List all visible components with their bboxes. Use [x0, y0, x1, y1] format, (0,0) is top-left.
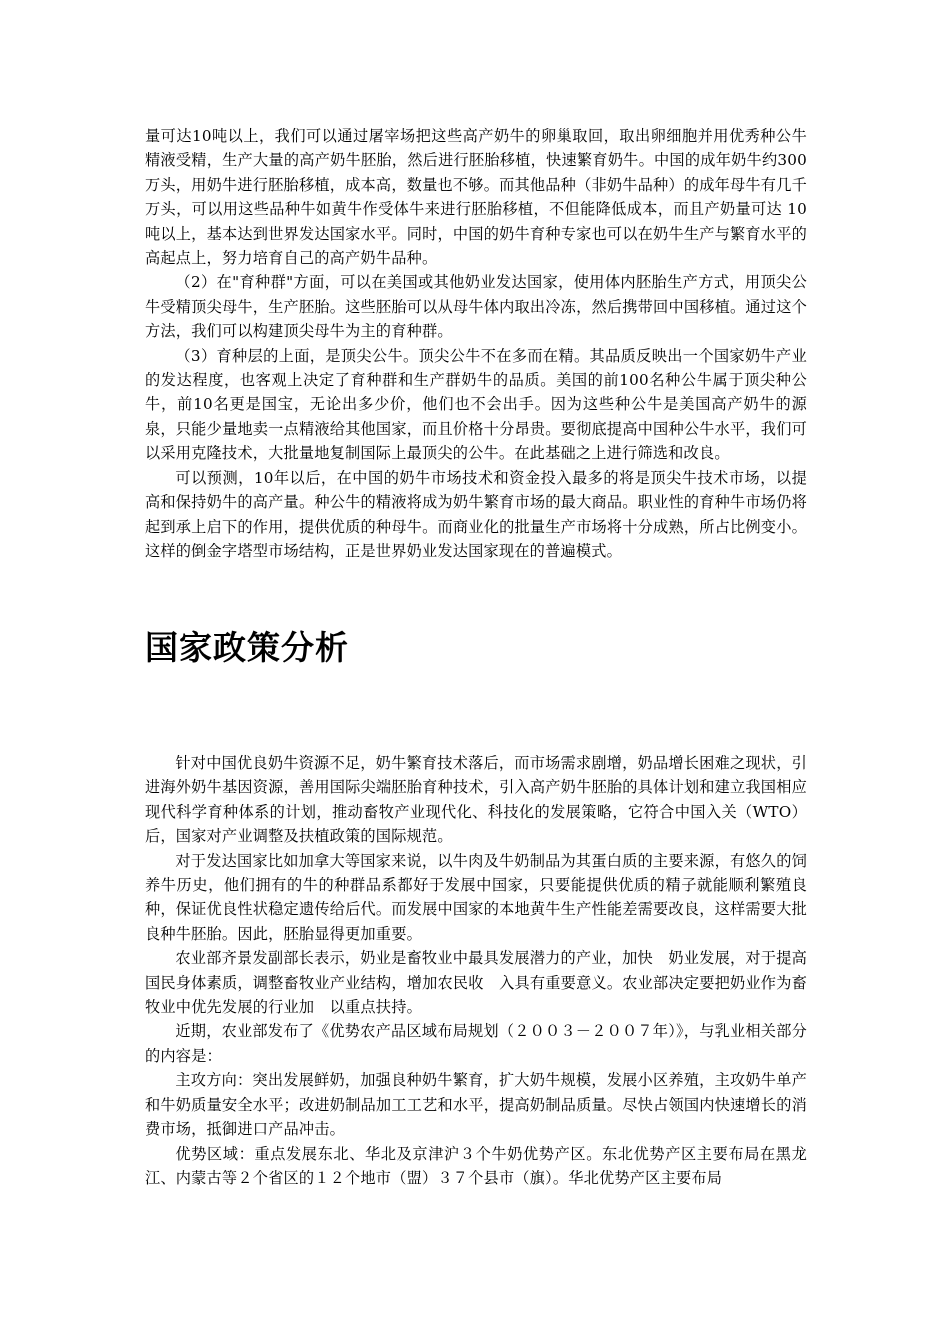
paragraph-market-forecast: 可以预测，10年以后，在中国的奶牛市场技术和资金投入最多的将是顶尖牛技术市场，以提高和保持奶牛的高产量。种公牛的精液将成为奶牛繁育市场的最大商品。职业性的育种牛市场仍将起到承上启下的作用，提供优质的种母牛。而商业化的批量生产市场将十分成熟，所占比例变小。这样的倒金字塔型市场结构，正是世界奶业发达国家现在的普遍模式。 [145, 468, 807, 560]
paragraph-top-bulls: （3）育种层的上面，是顶尖公牛。顶尖公牛不在多而在精。其品质反映出一个国家奶牛产业的发达程度，也客观上决定了育种群和生产群奶牛的品质。美国的前100名种公牛属于顶尖种公牛，前10名更是国宝，无论出多少价，他们也不会出手。因为这些种公牛是美国高产奶牛的源泉，只能少量地卖一点精液给其他国家，而且价格十分昂贵。要彻底提高中国种公牛水平，我们可以采用克隆技术，大批量地复制国际上最顶尖的公牛。在此基础之上进行筛选和改良。 [145, 346, 807, 463]
section-heading-national-policy: 国家政策分析 [145, 628, 349, 667]
paragraph-breeding-group: （2）在"育种群"方面，可以在美国或其他奶业发达国家，使用体内胚胎生产方式，用顶尖公牛受精顶尖母牛，生产胚胎。这些胚胎可以从母牛体内取出冷冻，然后携带回中国移植。通过这个方法，我们可以构建顶尖母牛为主的育种群。 [145, 273, 807, 341]
policy-text-section-bottom [145, 751, 807, 1190]
paragraph-developed-countries: 对于发达国家比如加拿大等国家来说，以牛肉及牛奶制品为其蛋白质的主要来源，有悠久的饲养牛历史，他们拥有的牛的种群品系都好于发展中国家，只要能提供优质的精子就能顺利繁殖良种，保证优良性状稳定遗传给后代。而发展中国家的本地黄牛生产性能差需要改良，这样需要大批良种牛胚胎。因此，胚胎显得更加重要。 [145, 851, 807, 943]
paragraph-main-direction: 主攻方向：突出发展鲜奶，加强良种奶牛繁育，扩大奶牛规模，发展小区养殖，主攻奶牛单产和牛奶质量安全水平；改进奶制品加工工艺和水平，提高奶制品质量。尽快占领国内快速增长的消费市场，抵御进口产品冲击。 [145, 1071, 807, 1139]
policy-text-section-top [145, 124, 807, 563]
paragraph-regional-plan: 近期，农业部发布了《优势农产品区域布局规划（２００３－２００７年）》，与乳业相关部分的内容是： [145, 1022, 807, 1065]
paragraph-advantage-regions: 优势区域：重点发展东北、华北及京津沪３个牛奶优势产区。东北优势产区主要布局在黑龙江、内蒙古等２个省区的１２个地市（盟）３７个县市（旗）。华北优势产区主要布局 [145, 1144, 807, 1187]
paragraph-ministry-statement: 农业部齐景发副部长表示，奶业是畜牧业中最具发展潜力的产业，加快 奶业发展，对于提高国民身体素质，调整畜牧业产业结构，增加农民收 入具有重要意义。农业部决定要把奶业作为畜牧业中优先发展的行业加 以重点扶持。 [145, 949, 807, 1017]
paragraph-policy-overview: 针对中国优良奶牛资源不足，奶牛繁育技术落后，而市场需求剧增，奶品增长困难之现状，引进海外奶牛基因资源，善用国际尖端胚胎育种技术，引入高产奶牛胚胎的具体计划和建立我国相应现代科学育种体系的计划，推动畜牧产业现代化、科技化的发展策略，它符合中国入关（WTO）后，国家对产业调整及扶植政策的国际规范。 [145, 754, 807, 846]
paragraph-embryo-transfer: 量可达10吨以上，我们可以通过屠宰场把这些高产奶牛的卵巢取回，取出卵细胞并用优秀种公牛精液受精，生产大量的高产奶牛胚胎，然后进行胚胎移植，快速繁育奶牛。中国的成年奶牛约300万头，用奶牛进行胚胎移植，成本高，数量也不够。而其他品种（非奶牛品种）的成年母牛有几千万头，可以用这些品种牛如黄牛作受体牛来进行胚胎移植，不但能降低成本，而且产奶量可达 10吨以上，基本达到世界发达国家水平。同时，中国的奶牛育种专家也可以在奶牛生产与繁育水平的高起点上，努力培育自己的高产奶牛品种。 [145, 127, 807, 268]
